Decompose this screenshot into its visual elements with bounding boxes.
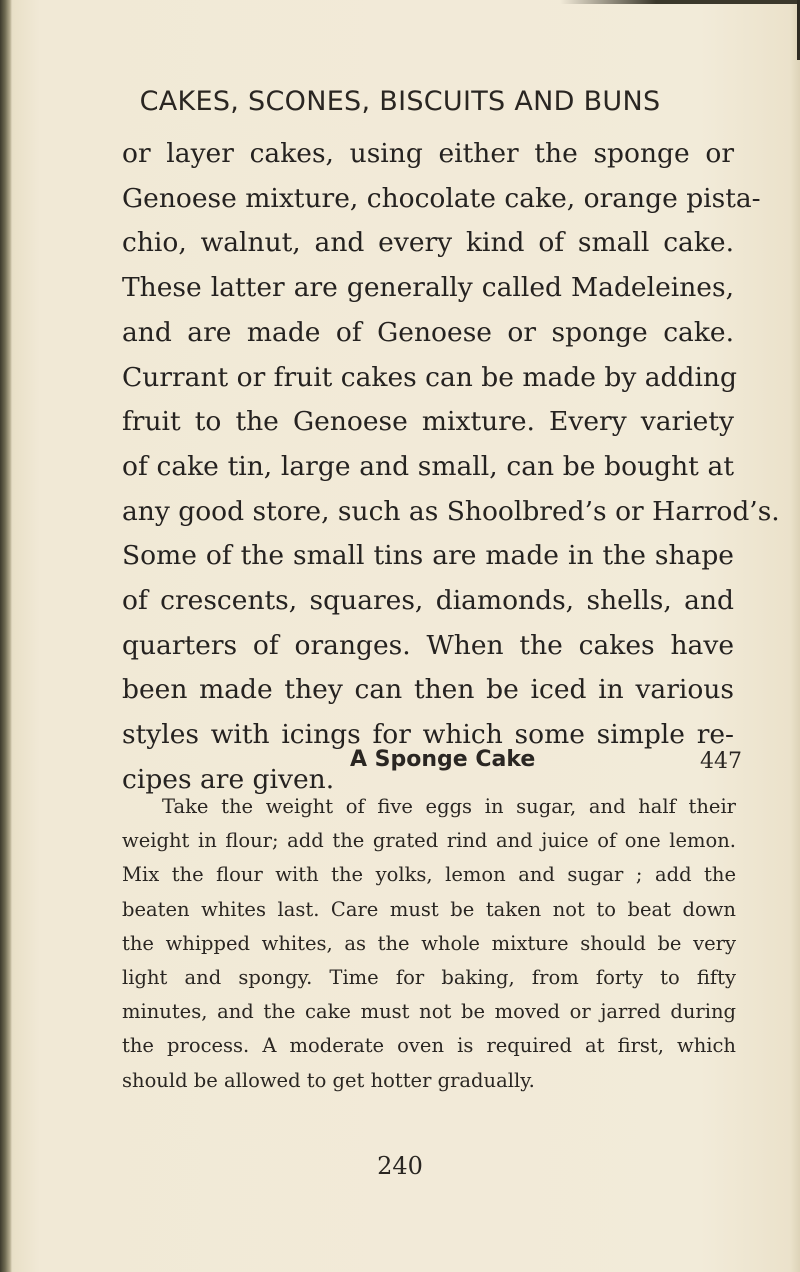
paragraph-line: Currant or fruit cakes can be made by adding (122, 361, 737, 393)
running-head: CAKES, SCONES, BISCUITS AND BUNS (139, 86, 661, 117)
recipe-line: the process. A moderate oven is required at first, which (122, 1034, 736, 1058)
paragraph-line: of crescents, squares, diamonds, shells, and (122, 585, 734, 617)
paragraph-line: Genoese mixture, chocolate cake, orange pista- (122, 182, 761, 214)
paragraph-line: cipes are given. (122, 763, 335, 795)
recipe-line: should be allowed to get hotter gradually. (122, 1068, 535, 1092)
paragraph-line: and are made of Genoese or sponge cake. (122, 316, 734, 348)
recipe-line: weight in flour; add the grated rind and juice of one lemon. (122, 829, 736, 853)
paragraph-line: styles with icings for which some simple re- (122, 719, 734, 751)
recipe-line: minutes, and the cake must not be moved or jarred during (122, 1000, 736, 1024)
recipe-line: Mix the flour with the yolks, lemon and sugar ; add the (122, 863, 736, 887)
page-top-edge (560, 0, 800, 4)
paragraph-line: any good store, such as Shoolbred’s or Harrod’s. (122, 495, 780, 527)
paragraph-line: These latter are generally called Madeleines, (122, 272, 734, 304)
recipe-line: light and spongy. Time for baking, from forty to fifty (122, 966, 736, 990)
recipe-line: the whipped whites, as the whole mixture should be very (122, 931, 736, 955)
recipe-title: A Sponge Cake (350, 747, 536, 772)
page-gutter-shadow (0, 0, 12, 1272)
recipe-line: Take the weight of five eggs in sugar, and half their (162, 795, 736, 818)
paragraph-line: been made they can then be iced in various (122, 674, 734, 706)
recipe-instructions (122, 790, 736, 1098)
recipe-line: beaten whites last. Care must be taken not to beat down (122, 897, 736, 921)
paragraph-line: or layer cakes, using either the sponge or (122, 138, 734, 169)
body-paragraph (122, 132, 780, 803)
paragraph-line: quarters of oranges. When the cakes have (122, 629, 734, 661)
paragraph-line: chio, walnut, and every kind of small cake. (122, 227, 734, 259)
page-number: 240 (377, 1152, 423, 1180)
paragraph-line: fruit to the Genoese mixture. Every variety (122, 406, 734, 438)
recipe-number: 447 (700, 749, 742, 774)
paragraph-line: Some of the small tins are made in the shape (122, 540, 734, 572)
paragraph-line: of cake tin, large and small, can be bought at (122, 450, 734, 482)
